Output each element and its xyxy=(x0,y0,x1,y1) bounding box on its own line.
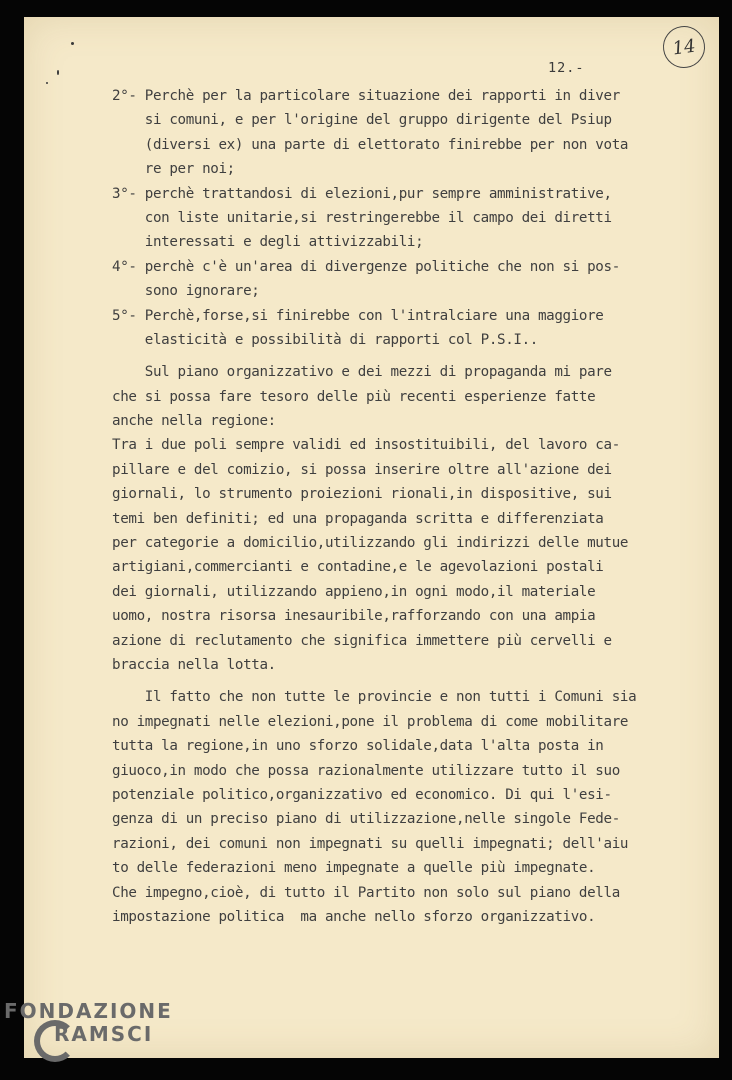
typed-line: no impegnati nelle elezioni,pone il problema di come mobilitare xyxy=(112,713,629,730)
typed-line: si comuni, e per l'origine del gruppo dirigente del Psiup xyxy=(112,112,612,129)
typed-line: Sul piano organizzativo e dei mezzi di propaganda mi pare xyxy=(112,364,612,381)
typed-line: braccia nella lotta. xyxy=(112,656,276,673)
typed-line: temi ben definiti; ed una propaganda scritta e differenziata xyxy=(112,510,604,527)
typed-line: interessati e degli attivizzabili; xyxy=(112,234,424,251)
typed-line: che si possa fare tesoro delle più recenti esperienze fatte xyxy=(112,388,596,405)
paper-speck xyxy=(46,82,48,84)
typed-line: Che impegno,cioè, di tutto il Partito non solo sul piano della xyxy=(112,884,620,901)
paper-speck xyxy=(71,42,74,45)
typed-line: uomo, nostra risorsa inesauribile,rafforzando con una ampia xyxy=(112,608,596,625)
page-number: 12.- xyxy=(548,60,585,76)
typed-line: Il fatto che non tutte le provincie e non tutti i Comuni sia xyxy=(112,689,637,706)
typed-line: sono ignorare; xyxy=(112,283,260,300)
typed-line: giuoco,in modo che possa razionalmente utilizzare tutto il suo xyxy=(112,762,620,779)
typed-line: Tra i due poli sempre validi ed insostituibili, del lavoro ca- xyxy=(112,437,620,454)
typed-line: to delle federazioni meno impegnate a quelle più impegnate. xyxy=(112,860,596,877)
typed-line: giornali, lo strumento proiezioni rionali,in dispositive, sui xyxy=(112,486,612,503)
watermark-g-logo-icon xyxy=(34,1020,76,1062)
typed-line: artigiani,commercianti e contadine,e le agevolazioni postali xyxy=(112,559,604,576)
typed-line: 4°- perchè c'è un'area di divergenze politiche che non si pos- xyxy=(112,258,620,275)
typed-line: 5°- Perchè,forse,si finirebbe con l'intralciare una maggiore xyxy=(112,307,604,324)
paragraph-gap xyxy=(112,677,672,685)
typed-line: dei giornali, utilizzando appieno,in ogni modo,il materiale xyxy=(112,583,596,600)
typed-line: impostazione politica ma anche nello sforzo organizzativo. xyxy=(112,908,596,925)
typed-line: 2°- Perchè per la particolare situazione dei rapporti in diver xyxy=(112,88,620,104)
fondazione-gramsci-watermark xyxy=(4,1000,173,1046)
typed-line: pillare e del comizio, si possa inserire oltre all'azione dei xyxy=(112,461,612,478)
watermark-line-2: RAMSCI xyxy=(54,1022,154,1046)
typed-line: azione di reclutamento che significa immettere più cervelli e xyxy=(112,632,612,649)
typed-line: tutta la regione,in uno sforzo solidale,data l'alta posta in xyxy=(112,738,604,755)
watermark-line-1: FONDAZIONE xyxy=(4,999,173,1023)
typed-line: potenziale politico,organizzativo ed economico. Di qui l'esi- xyxy=(112,786,612,803)
paper-speck xyxy=(57,70,59,75)
typed-line: (diversi ex) una parte di elettorato finirebbe per non vota xyxy=(112,136,629,153)
typed-line: razioni, dei comuni non impegnati su quelli impegnati; dell'aiu xyxy=(112,835,629,852)
typed-text-body xyxy=(112,84,672,929)
typed-line: 3°- perchè trattandosi di elezioni,pur sempre amministrative, xyxy=(112,185,612,202)
paragraph-gap xyxy=(112,352,672,360)
typed-line: re per noi; xyxy=(112,161,235,178)
typed-line: elasticità e possibilità di rapporti col P.S.I.. xyxy=(112,331,538,348)
typed-line: per categorie a domicilio,utilizzando gli indirizzi delle mutue xyxy=(112,535,629,552)
archive-number-stamp: 14 xyxy=(660,23,707,70)
typed-line: genza di un preciso piano di utilizzazione,nelle singole Fede- xyxy=(112,811,620,828)
typed-line: con liste unitarie,si restringerebbe il campo dei diretti xyxy=(112,209,612,226)
typed-line: anche nella regione: xyxy=(112,413,276,430)
